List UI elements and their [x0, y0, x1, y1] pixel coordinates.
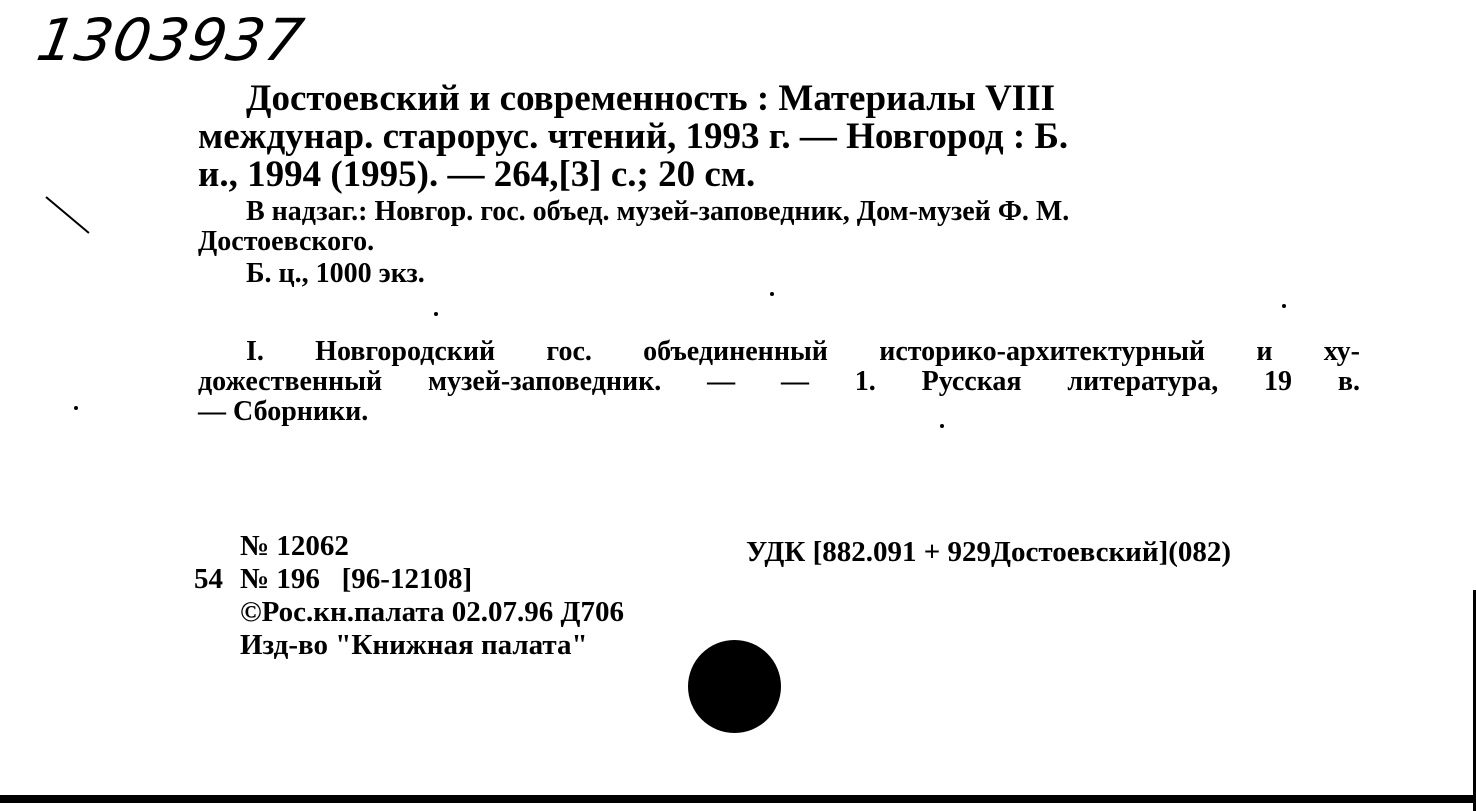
record-number: № 196 [96-12108]	[240, 563, 473, 595]
subject-word: гос.	[546, 336, 592, 367]
title-line-3: и., 1994 (1995). — 264,[3] с.; 20 см.	[198, 154, 756, 195]
subject-word: дожественный	[198, 366, 383, 397]
title-word: :	[1012, 116, 1026, 157]
publisher-line: Изд-во "Книжная палата"	[240, 629, 588, 661]
note-header: В надзаг.: Новгор. гос. объед. музей-заповедник, Дом-музей Ф. М.	[246, 196, 1070, 227]
copyright-line: ©Рос.кн.палата 02.07.96 Д706	[240, 596, 624, 628]
subject-word: музей-заповедник.	[428, 366, 662, 397]
subject-word: объединенный	[643, 336, 828, 367]
subject-word: историко-архитектурный	[879, 336, 1206, 367]
title-line-1	[246, 80, 1360, 118]
subject-word: и	[1256, 336, 1273, 367]
subject-word: 1.	[854, 366, 876, 397]
subject-word: литература,	[1067, 366, 1219, 397]
speck	[434, 312, 438, 316]
subjects-line-3: — Сборники.	[198, 396, 369, 427]
title-word: г.	[768, 116, 791, 157]
punch-hole	[688, 640, 781, 733]
entry-number: № 12062	[240, 530, 349, 562]
udk-classification: УДК [882.091 + 929Достоевский](082)	[746, 536, 1232, 568]
subject-word: ху-	[1323, 336, 1360, 367]
speck	[940, 424, 944, 428]
subject-word: 19	[1264, 366, 1293, 397]
speck	[1282, 304, 1286, 308]
title-word: междунар.	[198, 116, 374, 157]
title-word: —	[799, 116, 837, 157]
title-word: Достоевский	[246, 78, 460, 119]
pencil-mark	[45, 196, 89, 234]
subject-word: —	[707, 366, 736, 397]
subject-word: —	[780, 366, 809, 397]
subject-word: в.	[1337, 366, 1360, 397]
subject-word: Новгородский	[315, 336, 496, 367]
title-word: современность	[499, 78, 748, 119]
note-header-cont: Достоевского.	[198, 226, 375, 257]
title-word: :	[756, 78, 770, 119]
card-bottom-edge	[0, 795, 1476, 803]
subjects-line-2	[198, 366, 1360, 398]
title-word: и	[469, 78, 491, 119]
title-word: чтений,	[547, 116, 677, 157]
title-block	[198, 80, 1360, 194]
title-word: VIII	[985, 78, 1055, 119]
prefix-number: 54	[194, 563, 223, 595]
title-line-2	[198, 118, 1360, 156]
title-word: старорус.	[382, 116, 539, 157]
handwritten-number: 1303937	[32, 6, 310, 74]
speck	[770, 292, 774, 296]
title-word: Б.	[1034, 116, 1069, 157]
subjects-line-1	[246, 336, 1360, 368]
subject-word: Русская	[921, 366, 1022, 397]
registration-block	[194, 530, 624, 662]
subject-word: I.	[246, 336, 264, 367]
speck	[74, 406, 78, 410]
title-word: Новгород	[846, 116, 1004, 157]
title-word: Материалы	[778, 78, 976, 119]
note-price: Б. ц., 1000 экз.	[246, 258, 425, 289]
title-word: 1993	[685, 116, 760, 157]
record-line	[194, 563, 624, 596]
